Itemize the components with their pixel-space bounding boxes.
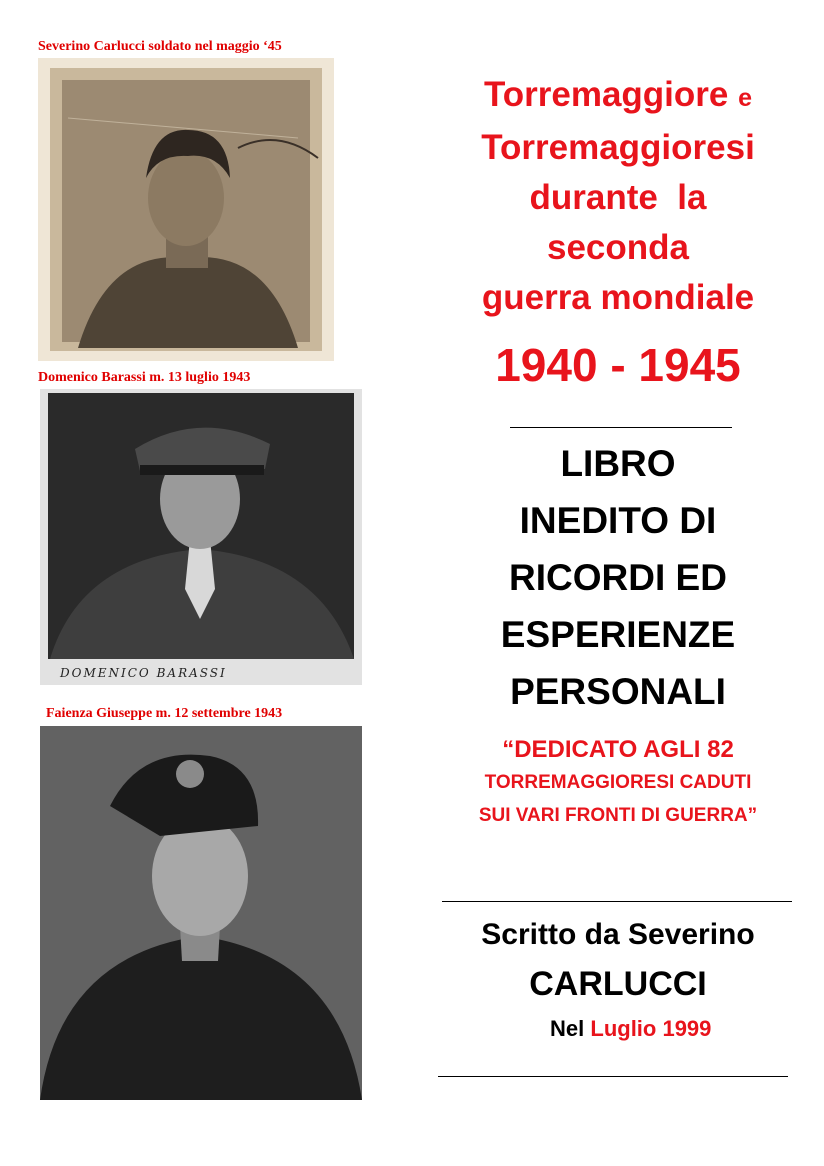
title-conjunction: e: [738, 84, 753, 112]
title-line-4: seconda: [547, 228, 689, 267]
title-line-5: guerra mondiale: [481, 278, 755, 317]
author-name: CARLUCCI: [529, 965, 707, 1003]
book-line-2: INEDITO DI: [519, 500, 717, 541]
photo-caption-1: Severino Carlucci soldato nel maggio ‘45: [38, 39, 282, 54]
photo-severino-carlucci: [38, 58, 334, 361]
book-subtitle: [428, 435, 808, 720]
photo-signature: DOMENICO BARASSI: [60, 666, 227, 680]
title-line-3: durante la: [529, 178, 707, 217]
divider-2: [442, 901, 792, 902]
book-line-5: PERSONALI: [510, 671, 726, 712]
dedication-line-3: SUI VARI FRONTI DI GUERRA”: [478, 805, 758, 826]
dedication-line-2: TORREMAGGIORESI CADUTI: [484, 772, 752, 793]
photo-caption-2: Domenico Barassi m. 13 luglio 1943: [38, 370, 251, 385]
photo-caption-3: Faienza Giuseppe m. 12 settembre 1943: [46, 706, 283, 721]
date-prefix: Nel: [550, 1016, 585, 1041]
divider-1: [510, 427, 732, 428]
photo-faienza-giuseppe: [40, 726, 362, 1100]
book-title: [428, 70, 808, 323]
title-years: 1940 - 1945: [495, 339, 741, 391]
author-line: Scritto da Severino: [481, 918, 755, 951]
dedication-line-1: “DEDICATO AGLI 82: [502, 736, 734, 763]
author-date: [550, 1016, 711, 1042]
book-line-1: LIBRO: [560, 443, 676, 484]
photo-domenico-barassi: [40, 389, 362, 685]
divider-3: [438, 1076, 788, 1077]
title-line-1: Torremaggiore: [483, 75, 729, 114]
book-line-4: ESPERIENZE: [500, 614, 736, 655]
book-line-3: RICORDI ED: [509, 557, 727, 598]
title-line-2: Torremaggioresi: [481, 128, 755, 167]
dedication: [428, 733, 808, 832]
date-value: Luglio 1999: [590, 1016, 712, 1041]
